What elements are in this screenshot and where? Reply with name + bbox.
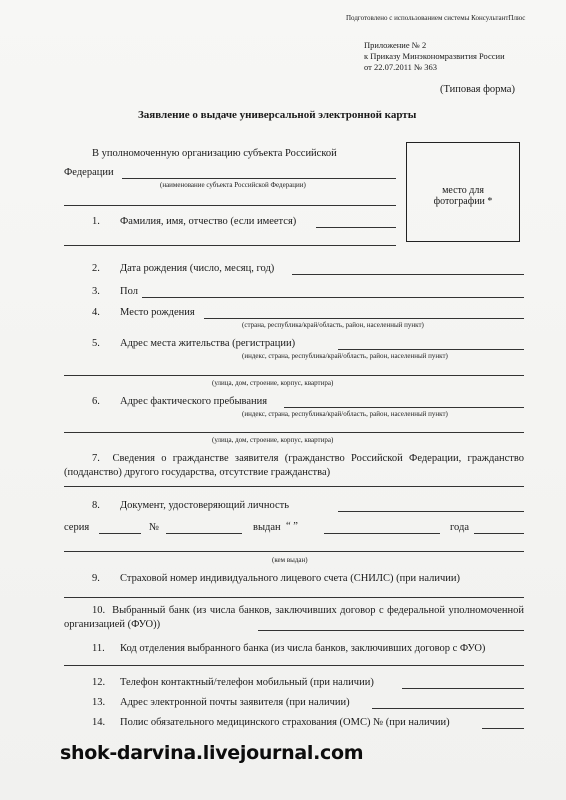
birth-date-line[interactable] [292,274,524,275]
photo-placeholder [406,142,520,242]
consultant-note: Подготовлено с использованием системы КонсультантПлюс [346,14,526,22]
field-9-label: Страховой номер индивидуального лицевого счета (СНИЛС) (при наличии) [120,573,460,584]
appendix-line-3: от 22.07.2011 № 363 [364,62,438,72]
field-12-num: 12. [92,677,106,688]
number-line[interactable] [166,533,242,534]
field-10-label: Выбранный банк (из числа банков, заключивших договор с федеральной уполномоченной организацией (ФУО)) [64,605,525,630]
form-type: (Типовая форма) [440,84,515,95]
appendix-line-1: Приложение № 2 [364,40,427,50]
oms-line[interactable] [482,728,524,729]
field-8-num: 8. [92,500,100,511]
snils-line[interactable] [64,597,524,598]
field-12-label: Телефон контактный/телефон мобильный (при наличии) [120,677,374,688]
number-label: № [149,522,160,533]
watermark-text: shok-darvina.livejournal.com [60,742,364,764]
series-line[interactable] [99,533,141,534]
fio-line-1[interactable] [316,227,396,228]
region-name-hint: (наименование субъекта Российской Федерации) [160,181,306,189]
email-line[interactable] [372,708,524,709]
field-3-num: 3. [92,286,100,297]
field-6-num: 6. [92,396,100,407]
field-1-label: Фамилия, имя, отчество (если имеется) [120,216,297,227]
field-7-num: 7. [92,453,100,464]
document-title: Заявление о выдаче универсальной электронной карты [138,109,417,121]
field-6-label: Адрес фактического пребывания [120,396,268,407]
year-line[interactable] [474,533,524,534]
residence-line-2[interactable] [64,375,524,376]
bank-line[interactable] [258,630,524,631]
stay-hint-1: (индекс, страна, республика/край/область, район, населенный пункт) [242,410,448,418]
residence-hint-1: (индекс, страна, республика/край/область, район, населенный пункт) [242,352,448,360]
field-13-num: 13. [92,697,106,708]
issuer-hint: (кем выдан) [272,556,308,564]
branch-code-line[interactable] [64,665,524,666]
residence-hint-2: (улица, дом, строение, корпус, квартира) [212,379,334,387]
sex-line[interactable] [142,297,524,298]
field-1-num: 1. [92,216,100,227]
field-7-label: Сведения о гражданстве заявителя (гражданство Российской Федерации, гражданство (подданство) другого государства, отсутствие гражданства) [64,453,524,478]
citizenship-line[interactable] [64,486,524,487]
issuer-line[interactable] [64,551,524,552]
year-label: года [450,522,469,533]
field-3-label: Пол [120,286,138,297]
day-quotes: “ ” [286,521,298,532]
stay-line-2[interactable] [64,432,524,433]
field-8-label: Документ, удостоверяющий личность [120,500,289,511]
intro-line-2: Федерации [64,167,114,178]
region-name-line[interactable] [122,178,396,179]
field-10-num: 10. [92,605,106,616]
field-14-label: Полис обязательного медицинского страхования (ОМС) № (при наличии) [120,717,450,728]
id-doc-line[interactable] [338,511,524,512]
issued-label: выдан [253,522,281,533]
field-11-label: Код отделения выбранного банка (из числа банков, заключивших договор с ФУО) [120,643,486,654]
photo-label-1: место для [442,185,484,196]
field-11-num: 11. [92,643,105,654]
fio-line-2[interactable] [64,245,396,246]
month-line[interactable] [324,533,440,534]
field-2-num: 2. [92,263,100,274]
birth-place-line[interactable] [204,318,524,319]
field-2-label: Дата рождения (число, месяц, год) [120,263,275,274]
field-5-label: Адрес места жительства (регистрации) [120,338,296,349]
photo-label-2: фотографии * [433,196,493,207]
field-14-num: 14. [92,717,106,728]
stay-hint-2: (улица, дом, строение, корпус, квартира) [212,436,334,444]
field-4-num: 4. [92,307,100,318]
field-10-text [64,604,524,632]
intro-line-1: В уполномоченную организацию субъекта Российской [92,148,337,159]
region-name-line-2[interactable] [64,205,396,206]
phone-line[interactable] [402,688,524,689]
field-5-num: 5. [92,338,100,349]
appendix-line-2: к Приказу Минэкономразвития России [364,51,505,61]
field-7-text [64,452,524,480]
stay-line-1[interactable] [284,407,524,408]
field-13-label: Адрес электронной почты заявителя (при наличии) [120,697,350,708]
birth-place-hint: (страна, республика/край/область, район, населенный пункт) [242,321,424,329]
residence-line-1[interactable] [338,349,524,350]
field-9-num: 9. [92,573,100,584]
field-4-label: Место рождения [120,307,195,318]
series-label: серия [64,522,90,533]
